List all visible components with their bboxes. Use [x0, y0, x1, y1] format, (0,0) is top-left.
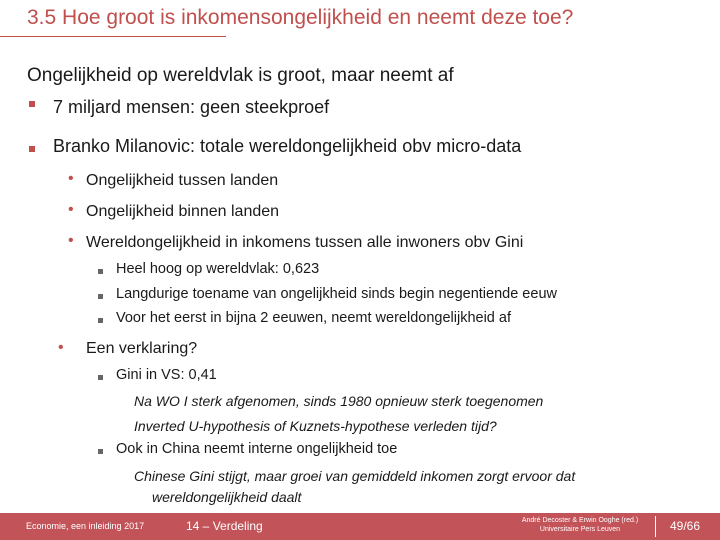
- slide-title: 3.5 Hoe groot is inkomensongelijkheid en neemt deze toe?: [27, 6, 574, 29]
- note-line: Chinese Gini stijgt, maar groei van gemiddeld inkomen zorgt ervoor dat: [134, 468, 576, 484]
- bullet-square-icon: [29, 101, 35, 107]
- title-underline: [0, 36, 226, 37]
- intro-heading: Ongelijkheid op wereldvlak is groot, maar neemt af: [27, 65, 454, 86]
- note-line: wereldongelijkheid daalt: [152, 489, 302, 505]
- bullet-item: Ongelijkheid tussen landen: [86, 172, 279, 189]
- bullet-item: Ongelijkheid binnen landen: [86, 203, 280, 220]
- bullet-square-icon: [98, 294, 103, 299]
- bullet-square-icon: [98, 449, 103, 454]
- bullet-dot-icon: •: [68, 201, 74, 218]
- footer-authors: André Decoster & Erwin Ooghe (red.): [521, 517, 639, 524]
- bullet-square-icon: [98, 269, 103, 274]
- bullet-square-icon: [98, 375, 103, 380]
- bullet-dot-icon: •: [68, 232, 74, 249]
- bullet-dot-icon: •: [68, 170, 74, 187]
- footer-publisher: Universitaire Pers Leuven: [539, 526, 621, 533]
- bullet-item: Voor het eerst in bijna 2 eeuwen, neemt wereldongelijkheid af: [116, 310, 511, 326]
- bullet-dot-icon: •: [58, 339, 64, 356]
- footer-bar: [0, 513, 720, 540]
- footer-course: Economie, een inleiding 2017: [26, 521, 145, 531]
- footer-divider: [655, 516, 656, 537]
- bullet-item: Gini in VS: 0,41: [116, 367, 217, 383]
- bullet-item: Een verklaring?: [86, 340, 198, 357]
- footer-chapter: 14 – Verdeling: [186, 519, 263, 533]
- bullet-square-icon: [98, 318, 103, 323]
- page-number: 49/66: [670, 519, 701, 533]
- bullet-item: Ook in China neemt interne ongelijkheid toe: [116, 441, 398, 457]
- bullet-square-icon: [29, 146, 35, 152]
- bullet-item: Langdurige toename van ongelijkheid sinds begin negentiende eeuw: [116, 286, 557, 302]
- note-line: Na WO I sterk afgenomen, sinds 1980 opnieuw sterk toegenomen: [134, 393, 544, 409]
- bullet-item: Branko Milanovic: totale wereldongelijkheid obv micro-data: [53, 136, 522, 156]
- bullet-item: 7 miljard mensen: geen steekproef: [53, 97, 330, 117]
- bullet-item: Wereldongelijkheid in inkomens tussen alle inwoners obv Gini: [86, 234, 524, 251]
- note-line: Inverted U-hypothesis of Kuznets-hypothese verleden tijd?: [134, 418, 497, 434]
- footer-credits: [510, 516, 650, 534]
- bullet-item: Heel hoog op wereldvlak: 0,623: [116, 261, 320, 277]
